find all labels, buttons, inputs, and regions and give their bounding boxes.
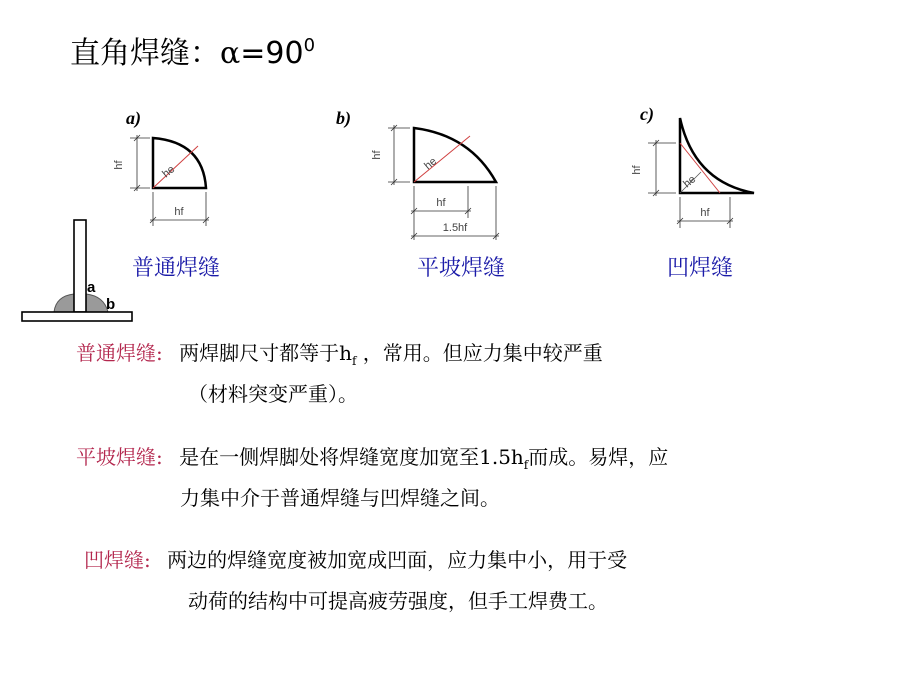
figure-c-hf-left: hf <box>631 165 643 175</box>
figure-c-label: c) <box>640 104 654 124</box>
figure-c-hf-bottom: hf <box>700 207 710 219</box>
paragraph-flat-slope-line2: 力集中介于普通焊缝与凹焊缝之间。 <box>180 486 500 510</box>
alpha-symbol: α <box>220 36 241 71</box>
text-span: ，常用。但应力集中较严重 <box>356 341 603 365</box>
figure-b-flat-slope-fillet <box>414 128 496 182</box>
figure-a-hf-bottom: hf <box>174 206 184 218</box>
figure-a-label: a) <box>126 108 141 128</box>
joint-label-a: a <box>87 279 96 296</box>
term-concave-weld: 凹焊缝: <box>84 548 151 572</box>
figure-a-height-dimension <box>130 135 150 191</box>
figure-c-he: he <box>681 173 699 191</box>
figure-b-height-dimension <box>388 125 410 185</box>
text-span: 两焊脚尺寸都等于h <box>179 341 352 365</box>
paragraph-normal-line1 <box>179 341 603 368</box>
weld-diagrams <box>0 0 920 340</box>
subscript-f: f <box>523 458 529 472</box>
joint-label-b: b <box>106 296 116 313</box>
text-span: 是在一侧焊脚处将焊缝宽度加宽至1.5h <box>179 445 524 469</box>
figure-b-he: he <box>422 155 440 173</box>
figure-b-label: b) <box>336 108 351 128</box>
figure-a-he: he <box>160 163 178 181</box>
paragraph-normal-weld <box>76 340 603 374</box>
paragraph-flat-slope-line1 <box>179 445 669 472</box>
figure-a-caption: 普通焊缝 <box>131 256 221 281</box>
text-span: 而成。易焊，应 <box>528 445 669 469</box>
figure-b-hf-bottom: hf <box>436 197 446 209</box>
title-text: 直角焊缝： <box>70 36 220 71</box>
figure-b-hf-left: hf <box>371 150 383 160</box>
figure-b-1-5hf: 1.5hf <box>442 222 468 234</box>
paragraph-concave-line2: 动荷的结构中可提高疲劳强度，但手工焊费工。 <box>188 589 608 613</box>
term-normal-weld: 普通焊缝: <box>76 341 163 365</box>
paragraph-flat-slope-weld <box>76 444 668 478</box>
figure-a-normal-fillet <box>153 138 206 188</box>
subscript-f: f <box>352 354 357 368</box>
figure-c-caption: 凹焊缝 <box>666 256 734 281</box>
title-equation: =90 <box>240 36 304 71</box>
figure-b-caption: 平坡焊缝 <box>416 256 506 281</box>
paragraph-normal-line2: （材料突变严重）。 <box>188 382 358 406</box>
term-flat-slope-weld: 平坡焊缝: <box>76 445 163 469</box>
paragraph-concave-weld <box>84 547 627 573</box>
figure-c-height-dimension <box>648 140 676 196</box>
t-joint-sketch <box>22 220 132 321</box>
degree-superscript: 0 <box>303 35 316 56</box>
paragraph-concave-line1: 两边的焊缝宽度被加宽成凹面，应力集中小，用于受 <box>167 548 628 572</box>
figure-a-hf-left: hf <box>113 160 125 170</box>
